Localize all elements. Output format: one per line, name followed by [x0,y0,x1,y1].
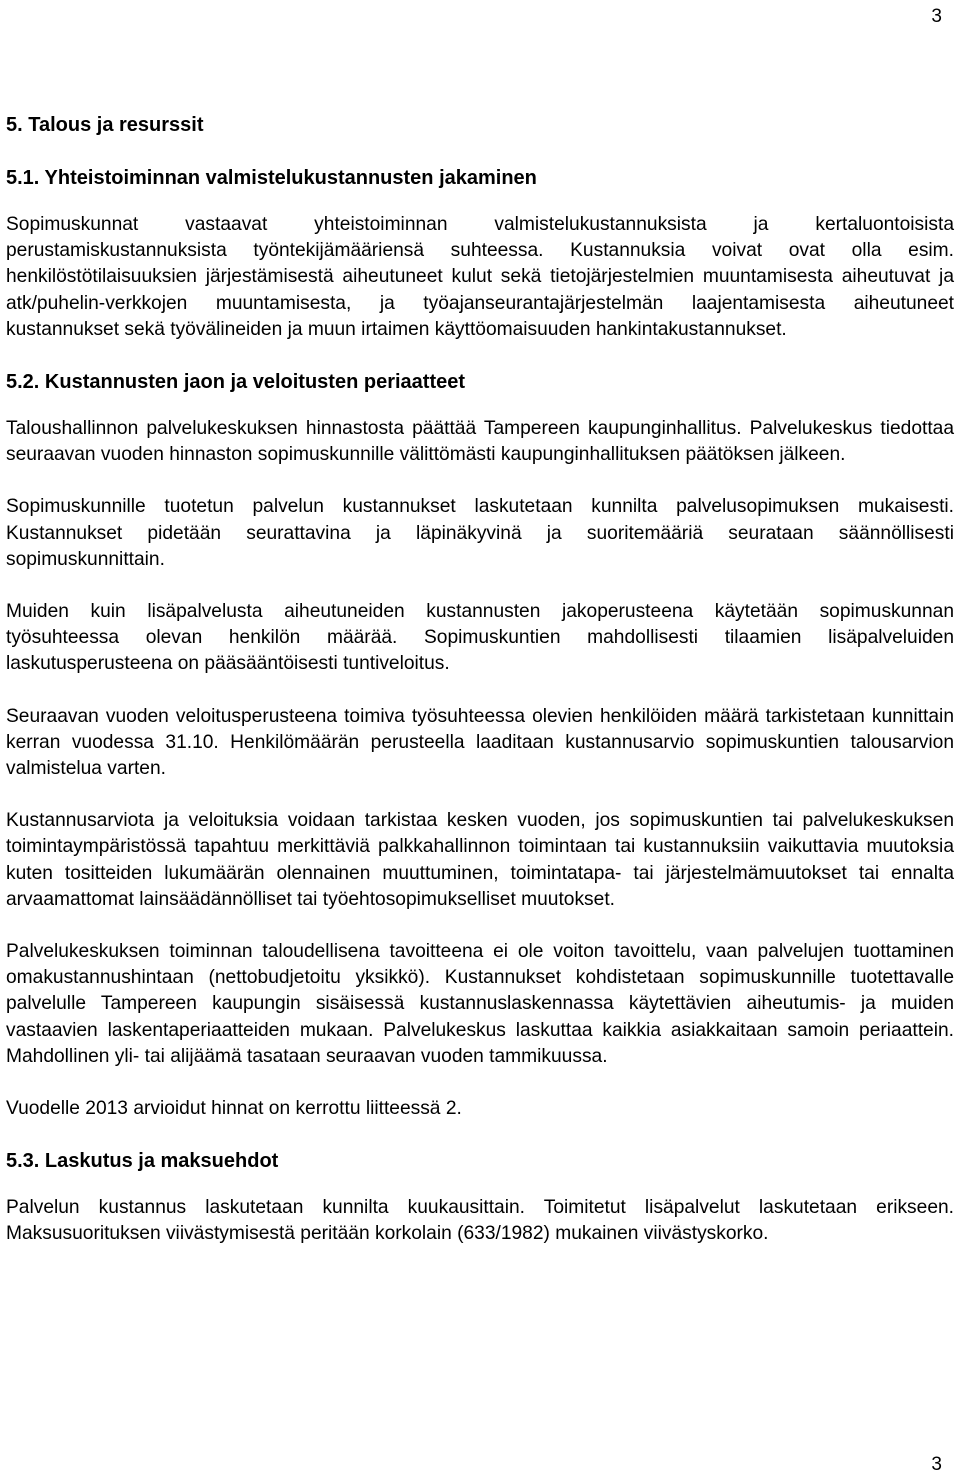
paragraph-5-2-6: Palvelukeskuksen toiminnan taloudellisena tavoitteena ei ole voiton tavoittelu, vaan palvelujen tuottaminen omakustannushintaan (nettobudjetoitu yksikkö). Kustannukset kohdistetaan sopimuskunnille tuotettavalle palvelulle Tampereen kaupungin sisäisessä kustannuslaskennassa käytettävien aiheutumis- ja muiden vastaavien laskentaperiaatteiden mukaan. Palvelukeskus laskuttaa kaikkia asiakkaitaan samoin periaattein. Mahdollinen yli- tai alijäämä tasataan seuraavan vuoden tammikuussa. [6,941,954,1067]
section-heading: 5. Talous ja resurssit [6,114,204,136]
paragraph-5-2-1: Taloushallinnon palvelukeskuksen hinnastosta päättää Tampereen kaupunginhallitus. Palvelukeskus tiedottaa seuraavan vuoden hinnaston sopimuskunnille välittömästi kaupunginhallituksen päätöksen jälkeen. [6,418,954,466]
paragraph-5-2-3: Muiden kuin lisäpalvelusta aiheutuneiden kustannusten jakoperusteena käytetään sopimuskunnan työsuhteessa olevan henkilön määrää. Sopimuskuntien mahdollisesti tilaamien lisäpalveluiden laskutusperusteena on pääsääntöisesti tuntiveloitus. [6,601,954,675]
page-number-top: 3 [931,6,942,27]
paragraph-5-2-7: Vuodelle 2013 arvioidut hinnat on kerrottu liitteessä 2. [6,1098,462,1120]
subsection-heading-5-2: 5.2. Kustannusten jaon ja veloitusten periaatteet [6,371,466,394]
paragraph-5-3-1: Palvelun kustannus laskutetaan kunnilta kuukausittain. Toimitetut lisäpalvelut laskutetaan erikseen. Maksusuorituksen viivästymisestä peritään korkolain (633/1982) mukainen viivästyskorko. [6,1197,954,1245]
subsection-heading-5-1: 5.1. Yhteistoiminnan valmistelukustannusten jakaminen [6,167,537,189]
paragraph-5-2-4: Seuraavan vuoden veloitusperusteena toimiva työsuhteessa olevien henkilöiden määrä tarkistetaan kunnittain kerran vuodessa 31.10. Henkilömäärän perusteella laaditaan kustannusarvio sopimuskuntien talousarvion valmistelua varten. [6,705,954,780]
subsection-heading-5-3: 5.3. Laskutus ja maksuehdot [6,1150,279,1173]
paragraph-5-2-5: Kustannusarviota ja veloituksia voidaan tarkistaa kesken vuoden, jos sopimuskuntien tai palvelukeskuksen toimintaympäristössä tapahtuu merkittäviä palkkahallinnon toimintaan tai kustannuksiin vaikuttavia muutoksia kuten tositteiden lukumäärän olennainen muuttuminen, toimintatapa- tai järjestelmämuutokset tai ennalta arvaamattomat lainsäädännölliset tai työehtosopimukselliset muutokset. [6,810,954,910]
paragraph-5-2-2: Sopimuskunnille tuotetun palvelun kustannukset laskutetaan kunnilta palvelusopimuksen mukaisesti. Kustannukset pidetään seurattavina ja läpinäkyvinä ja suoritemääriä seurataan säännöllisesti sopimuskunnittain. [6,496,954,570]
paragraph-5-1-1: Sopimuskunnat vastaavat yhteistoiminnan valmistelukustannuksista ja kertaluontoisista perustamiskustannuksista työntekijämääriensä suhteessa. Kustannuksia voivat ovat olla esim. henkilöstötilaisuuksien järjestämisestä aiheutuneet kulut sekä tietojärjestelmien muuntamisesta aiheutuvat ja atk/puhelin-verkkojen muuntamisesta, ja työajanseurantajärjestelmän laajentamisesta aiheutuneet kustannukset sekä työvälineiden ja muun irtaimen käyttöomaisuuden hankintakustannukset. [6,214,954,340]
page-number-bottom: 3 [931,1454,942,1475]
document-body [6,112,954,1274]
